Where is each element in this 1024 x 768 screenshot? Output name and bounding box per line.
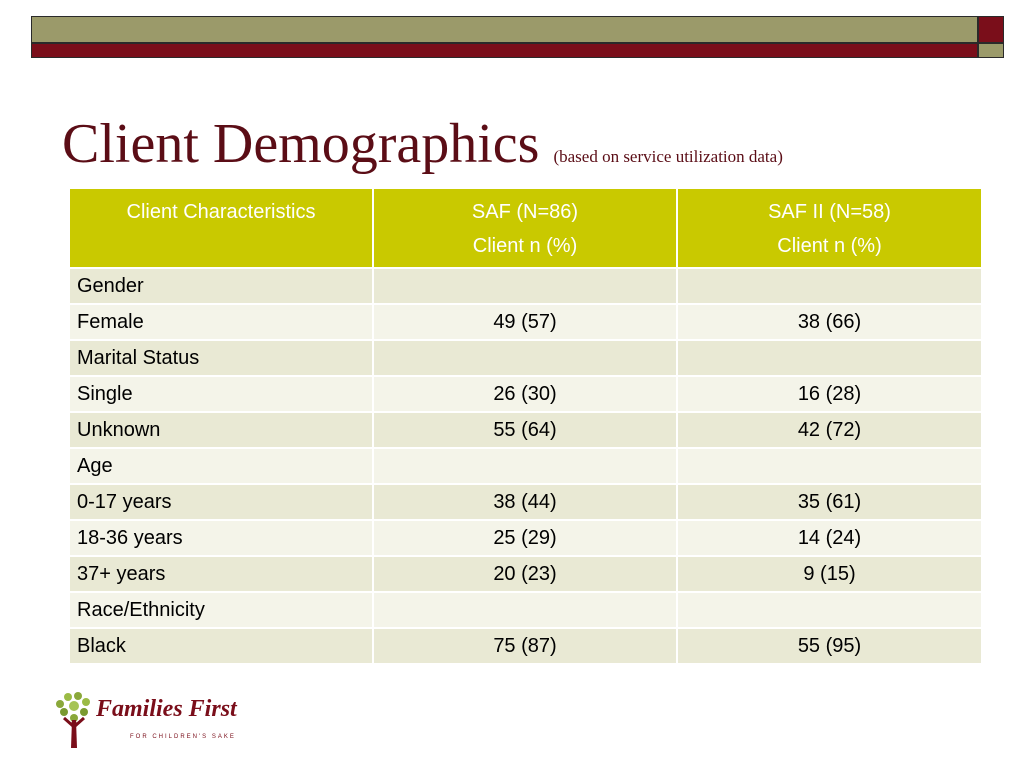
row-saf2-value: 35 (61) (677, 484, 982, 520)
row-saf-value: 20 (23) (373, 556, 677, 592)
families-first-logo (52, 690, 252, 760)
table-row (69, 340, 982, 376)
table-row (69, 376, 982, 412)
table-row (69, 484, 982, 520)
table-row (69, 592, 982, 628)
row-label: Race/Ethnicity (69, 592, 373, 628)
row-saf-value: 26 (30) (373, 376, 677, 412)
row-saf-value (373, 340, 677, 376)
row-saf2-value (677, 592, 982, 628)
row-label: Age (69, 448, 373, 484)
row-saf2-value (677, 268, 982, 304)
tree-icon (52, 690, 96, 756)
header-bar-olive (31, 16, 978, 43)
table-row (69, 628, 982, 664)
table-row (69, 520, 982, 556)
row-saf2-value: 38 (66) (677, 304, 982, 340)
row-saf-value (373, 592, 677, 628)
title-area (62, 112, 783, 176)
logo-tagline: FOR CHILDREN'S SAKE (130, 734, 236, 740)
table-row (69, 268, 982, 304)
header-saf2-title: SAF II (N=58) (768, 201, 891, 223)
header-saf (373, 188, 677, 268)
row-saf-value: 75 (87) (373, 628, 677, 664)
row-saf-value: 25 (29) (373, 520, 677, 556)
table-row (69, 304, 982, 340)
row-label: Single (69, 376, 373, 412)
row-label: Black (69, 628, 373, 664)
header-bar-olive-square (978, 43, 1004, 58)
row-saf2-value: 9 (15) (677, 556, 982, 592)
row-saf2-value: 14 (24) (677, 520, 982, 556)
page-title: Client Demographics (62, 113, 540, 175)
header-saf2 (677, 188, 982, 268)
demographics-table (68, 187, 983, 665)
header-saf2-subtitle: Client n (%) (777, 235, 882, 257)
row-saf-value: 55 (64) (373, 412, 677, 448)
row-label: Gender (69, 268, 373, 304)
row-saf-value (373, 448, 677, 484)
row-saf-value: 49 (57) (373, 304, 677, 340)
header-saf-title: SAF (N=86) (471, 201, 579, 223)
row-saf2-value: 55 (95) (677, 628, 982, 664)
row-saf-value: 38 (44) (373, 484, 677, 520)
page-subtitle: (based on service utilization data) (553, 147, 783, 166)
table-row (69, 412, 982, 448)
row-saf2-value (677, 448, 982, 484)
header-characteristics: Client Characteristics (69, 188, 373, 268)
header-saf-subtitle: Client n (%) (472, 235, 578, 257)
row-saf2-value (677, 340, 982, 376)
header-bar-red (31, 43, 978, 58)
row-saf-value (373, 268, 677, 304)
table-row (69, 556, 982, 592)
row-label: 37+ years (69, 556, 373, 592)
header-bar-red-square (978, 16, 1004, 43)
table-row (69, 448, 982, 484)
row-label: Unknown (69, 412, 373, 448)
logo-name: Families First (96, 696, 237, 722)
row-label: Marital Status (69, 340, 373, 376)
row-label: 0-17 years (69, 484, 373, 520)
row-label: 18-36 years (69, 520, 373, 556)
table-header-row (69, 188, 982, 268)
row-saf2-value: 42 (72) (677, 412, 982, 448)
row-saf2-value: 16 (28) (677, 376, 982, 412)
row-label: Female (69, 304, 373, 340)
